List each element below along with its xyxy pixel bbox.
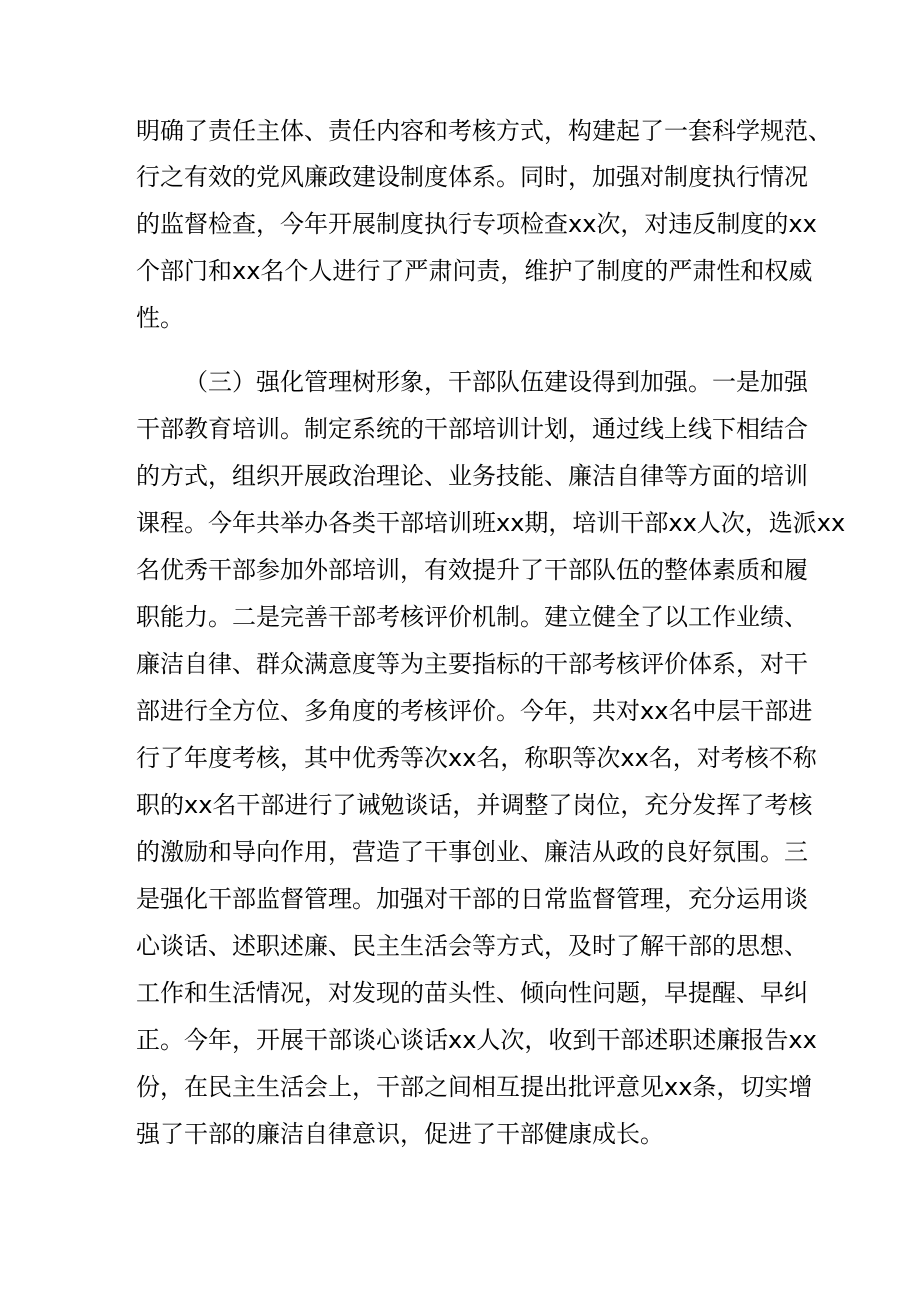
paragraph-line: 个部门和xx名个人进行了严肃问责，维护了制度的严肃性和权威: [136, 257, 813, 285]
paragraph-line: 的监督检查，今年开展制度执行专项检查xx次，对违反制度的xx: [136, 210, 817, 238]
paragraph-line: 廉洁自律、群众满意度等为主要指标的干部考核评价体系，对干: [136, 650, 808, 678]
paragraph-line: 职的xx名干部进行了诫勉谈话，并调整了岗位，充分发挥了考核: [136, 791, 813, 819]
paragraph-line: 工作和生活情况，对发现的苗头性、倾向性问题，早提醒、早纠: [136, 979, 808, 1007]
paragraph-line: 性。: [136, 304, 184, 332]
paragraph-line: 明确了责任主体、责任内容和考核方式，构建起了一套科学规范、: [136, 117, 832, 145]
paragraph-line: 份，在民主生活会上，干部之间相互提出批评意见xx条，切实增: [136, 1073, 813, 1101]
paragraph-line: 行了年度考核，其中优秀等次xx名，称职等次xx名，对考核不称: [136, 744, 817, 772]
paragraph-line: 干部教育培训。制定系统的干部培训计划，通过线上线下相结合: [136, 415, 808, 443]
paragraph-line: 行之有效的党风廉政建设制度体系。同时，加强对制度执行情况: [136, 163, 808, 191]
paragraph-line: 职能力。二是完善干部考核评价机制。建立健全了以工作业绩、: [136, 603, 808, 631]
paragraph-line: 课程。今年共举办各类干部培训班xx期，培训干部xx人次，选派xx: [136, 509, 846, 537]
paragraph-line: 的方式，组织开展政治理论、业务技能、廉洁自律等方面的培训: [136, 462, 808, 490]
paragraph-line: 的激励和导向作用，营造了干事创业、廉洁从政的良好氛围。三: [136, 838, 808, 866]
paragraph-line: 正。今年，开展干部谈心谈话xx人次，收到干部述职述廉报告xx: [136, 1026, 817, 1054]
paragraph-line: 强了干部的廉洁自律意识，促进了干部健康成长。: [136, 1120, 664, 1148]
paragraph-line: 心谈话、述职述廉、民主生活会等方式，及时了解干部的思想、: [136, 932, 808, 960]
paragraph-line: 名优秀干部参加外部培训，有效提升了干部队伍的整体素质和履: [136, 556, 808, 584]
paragraph-line: 部进行全方位、多角度的考核评价。今年，共对xx名中层干部进: [136, 697, 813, 725]
paragraph-line: 是强化干部监督管理。加强对干部的日常监督管理，充分运用谈: [136, 885, 808, 913]
paragraph-line: （三）强化管理树形象，干部队伍建设得到加强。一是加强: [184, 368, 808, 396]
